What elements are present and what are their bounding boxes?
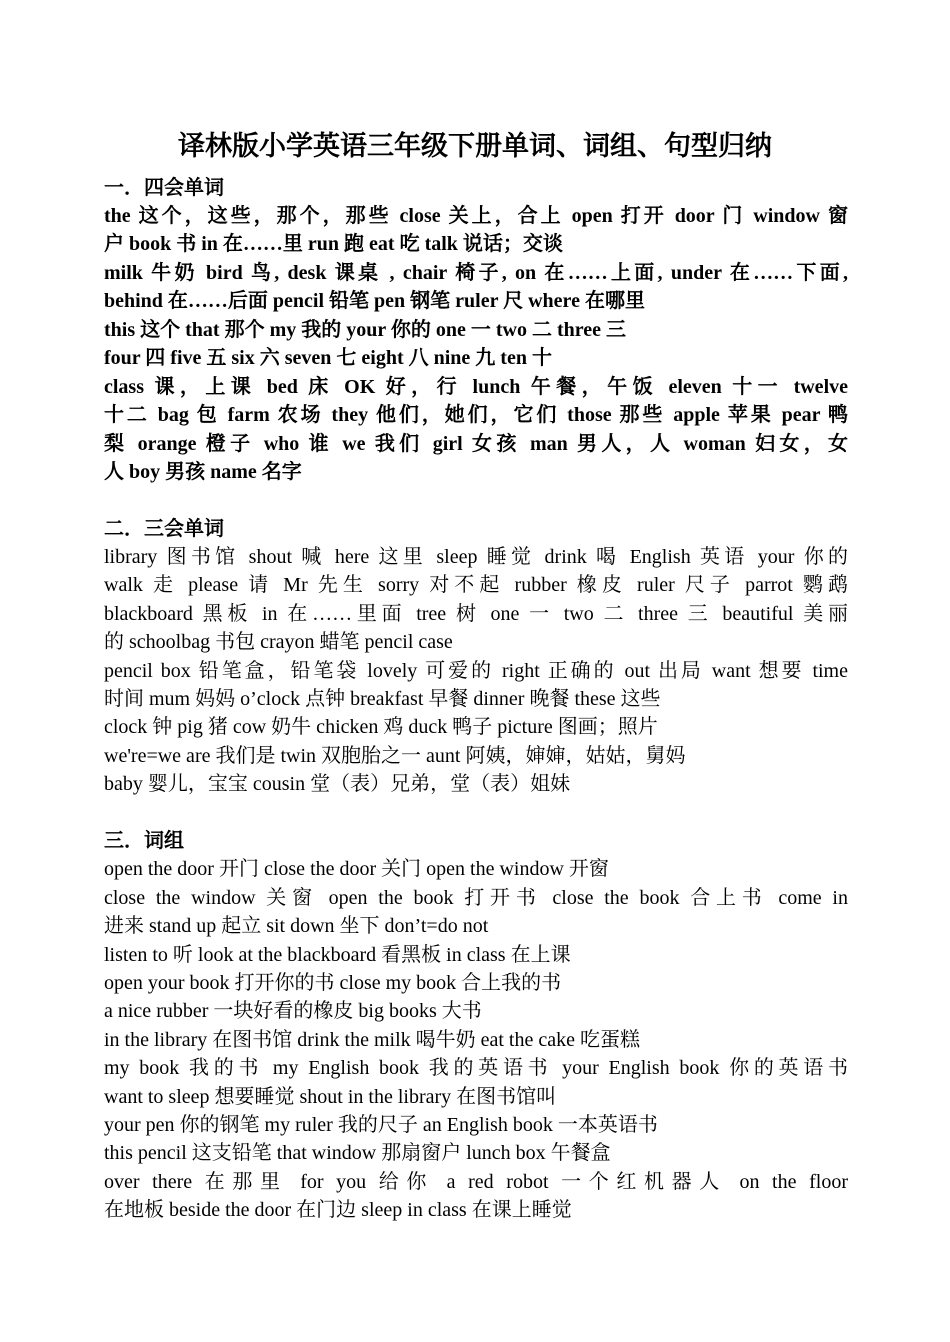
section3-line: over there 在那里 for you 给你 a red robot 一个红机器人 on the floor (104, 1171, 848, 1193)
section2-line: we're=we are 我们是 twin 双胞胎之一 aunt 阿姨，婶婶，姑姑，舅妈 (104, 745, 686, 767)
section1-line: 人 boy 男孩 name 名字 (104, 461, 302, 483)
section1-line: 十二 bag 包 farm 农场 they 他们，她们，它们 those 那些 apple 苹果 pear 鸭 (104, 404, 848, 426)
section1-line: 户 book 书 in 在……里 run 跑 eat 吃 talk 说话；交谈 (104, 233, 563, 255)
section2-line: baby 婴儿，宝宝 cousin 堂（表）兄弟，堂（表）姐妹 (104, 773, 571, 795)
section3-line: 在地板 beside the door 在门边 sleep in class 在课上睡觉 (104, 1199, 572, 1221)
section3-line: in the library 在图书馆 drink the milk 喝牛奶 eat the cake 吃蛋糕 (104, 1029, 640, 1051)
section2-line: pencil box 铅笔盒，铅笔袋 lovely 可爱的 right 正确的 out 出局 want 想要 time (104, 660, 848, 682)
section-heading-three-skill-words: 二．三会单词 (104, 518, 224, 540)
section3-line: open your book 打开你的书 close my book 合上我的书 (104, 972, 562, 994)
section1-line: four 四 five 五 six 六 seven 七 eight 八 nine 九 ten 十 (104, 347, 552, 369)
section3-line: close the window 关窗 open the book 打开书 close the book 合上书 come in (104, 887, 848, 909)
section1-line: behind 在……后面 pencil 铅笔 pen 钢笔 ruler 尺 where 在哪里 (104, 290, 645, 312)
section2-line: clock 钟 pig 猪 cow 奶牛 chicken 鸡 duck 鸭子 picture 图画；照片 (104, 716, 658, 738)
section3-line: want to sleep 想要睡觉 shout in the library 在图书馆叫 (104, 1086, 557, 1108)
section2-line: blackboard 黑板 in 在……里面 tree 树 one 一 two 二 three 三 beautiful 美丽 (104, 603, 848, 625)
section3-line: my book 我的书 my English book 我的英语书 your English book 你的英语书 (104, 1057, 848, 1079)
section3-line: 进来 stand up 起立 sit down 坐下 don’t=do not (104, 915, 489, 937)
section1-line: this 这个 that 那个 my 我的 your 你的 one 一 two 二 three 三 (104, 319, 627, 341)
section1-line: the 这个，这些，那个，那些 close 关上，合上 open 打开 door 门 window 窗 (104, 205, 848, 227)
section3-line: this pencil 这支铅笔 that window 那扇窗户 lunch box 午餐盒 (104, 1142, 611, 1164)
section3-line: a nice rubber 一块好看的橡皮 big books 大书 (104, 1000, 482, 1022)
section3-line: your pen 你的钢笔 my ruler 我的尺子 an English book 一本英语书 (104, 1114, 658, 1136)
section2-line: walk 走 please 请 Mr 先生 sorry 对不起 rubber 橡皮 ruler 尺子 parrot 鹦鹉 (104, 574, 848, 596)
section3-line: open the door 开门 close the door 关门 open the window 开窗 (104, 858, 609, 880)
section1-line: class 课，上课 bed 床 OK 好，行 lunch 午餐，午饭 eleven 十一 twelve (104, 376, 848, 398)
section2-line: 的 schoolbag 书包 crayon 蜡笔 pencil case (104, 631, 453, 653)
section2-line: library 图书馆 shout 喊 here 这里 sleep 睡觉 drink 喝 English 英语 your 你的 (104, 546, 848, 568)
section1-line: 梨 orange 橙子 who 谁 we 我们 girl 女孩 man 男人，人 woman 妇女，女 (104, 433, 848, 455)
section2-line: 时间 mum 妈妈 o’clock 点钟 breakfast 早餐 dinner 晚餐 these 这些 (104, 688, 661, 710)
section-heading-four-skill-words: 一．四会单词 (104, 177, 224, 199)
section3-line: listen to 听 look at the blackboard 看黑板 in class 在上课 (104, 944, 571, 966)
page-title: 译林版小学英语三年级下册单词、词组、句型归纳 (178, 131, 772, 161)
section1-line: milk 牛奶 bird 鸟, desk 课桌 , chair 椅子, on 在……上面, under 在……下面, (104, 262, 848, 284)
section-heading-phrases: 三．词组 (104, 830, 184, 852)
